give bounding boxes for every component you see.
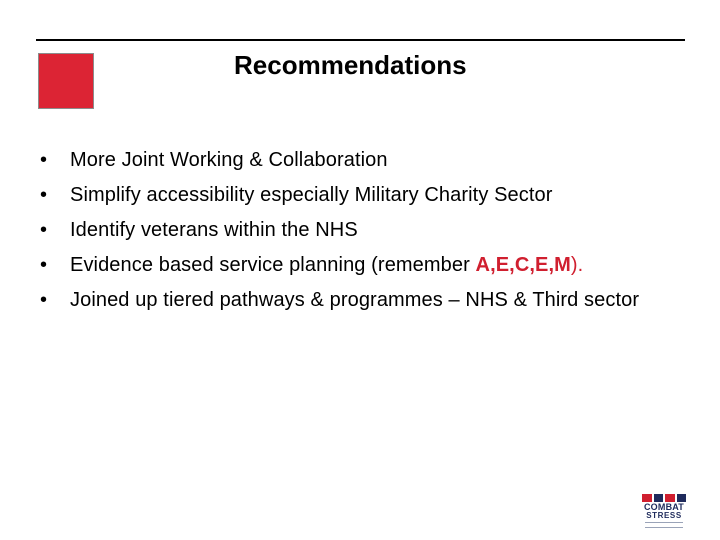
logo-bar [642, 494, 652, 502]
logo-color-bars [642, 494, 686, 502]
list-item-text: Identify veterans within the NHS [70, 219, 358, 241]
bullet-icon: • [40, 149, 48, 171]
list-item-text-before: Evidence based service planning (remember [70, 254, 476, 276]
logo-tagline [645, 522, 683, 528]
list-item [40, 218, 700, 242]
bullet-icon: • [40, 184, 48, 206]
logo-text-combat: COMBAT [643, 502, 685, 512]
list-item-text: Simplify accessibility especially Military Charity Sector [70, 184, 553, 206]
acronym-highlight: A,E,C,E,M [475, 254, 571, 276]
red-square-decoration [38, 53, 94, 109]
bullet-icon: • [40, 254, 48, 276]
top-divider-line [36, 39, 685, 41]
combat-stress-logo [642, 494, 686, 534]
list-item-text: More Joint Working & Collaboration [70, 149, 388, 171]
list-item-text-after: ). [570, 254, 584, 276]
list-item [40, 183, 700, 207]
logo-text-stress: STRESS [646, 511, 682, 520]
logo-bar [677, 494, 687, 502]
bullet-icon: • [40, 219, 48, 241]
list-item [40, 253, 700, 277]
recommendations-list [40, 148, 700, 323]
slide-title: Recommendations [234, 50, 467, 80]
list-item [40, 148, 700, 172]
list-item [40, 288, 700, 312]
list-item-text [70, 254, 583, 276]
logo-bar [665, 494, 675, 502]
list-item-text: Joined up tiered pathways & programmes – NHS & Third sector [70, 289, 640, 311]
logo-bar [654, 494, 664, 502]
bullet-icon: • [40, 289, 48, 311]
